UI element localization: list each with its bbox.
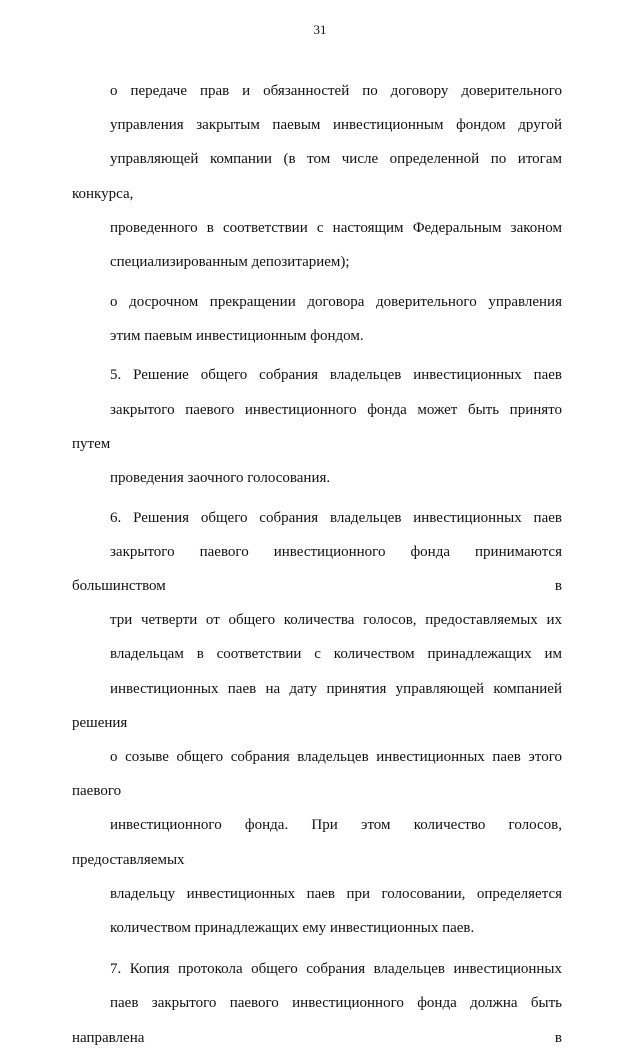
text-line: проведения заочного голосования. (110, 470, 331, 487)
text-line: инвестиционного фонда. При этом количество голосов, предоставляемых (72, 817, 562, 868)
text-line: проведенного в соответствии с настоящим Федеральным законом (110, 219, 562, 236)
paragraph-transfer-rights (72, 74, 562, 279)
text-line: управления закрытым паевым инвестиционным фондом другой (110, 117, 562, 134)
text-line: о досрочном прекращении договора доверительного управления (110, 293, 562, 310)
paragraph-item-5 (72, 358, 562, 495)
text-line: паев закрытого паевого инвестиционного фонда должна быть направлена в (72, 995, 562, 1046)
text-line: количеством принадлежащих ему инвестиционных паев. (110, 920, 475, 937)
text-line: владельцам в соответствии с количеством принадлежащих им (110, 646, 562, 663)
text-line: три четверти от общего количества голосов, предоставляемых их (110, 612, 562, 629)
text-line: инвестиционных паев на дату принятия управляющей компанией решения (72, 680, 562, 731)
paragraph-early-termination (72, 285, 562, 353)
text-line: специализированным депозитарием); (110, 254, 350, 271)
page-number: 31 (313, 22, 327, 37)
document-body (72, 74, 562, 1060)
paragraph-item-6 (72, 501, 562, 946)
text-line: владельцу инвестиционных паев при голосовании, определяется (110, 885, 562, 902)
paragraph-item-7 (72, 952, 562, 1055)
text-line: 5. Решение общего собрания владельцев инвестиционных паев (110, 367, 562, 384)
text-line: 7. Копия протокола общего собрания владельцев инвестиционных (110, 961, 562, 978)
text-line: 6. Решения общего собрания владельцев инвестиционных паев (110, 509, 562, 526)
text-line: закрытого паевого инвестиционного фонда может быть принято путем (72, 401, 562, 452)
text-line: закрытого паевого инвестиционного фонда принимаются большинством в (72, 543, 562, 595)
text-line: о созыве общего собрания владельцев инвестиционных паев этого паевого (72, 749, 562, 800)
text-line: этим паевым инвестиционным фондом. (110, 327, 364, 344)
text-line: управляющей компании (в том числе определенной по итогам конкурса, (72, 151, 562, 202)
text-line: о передаче прав и обязанностей по договору доверительного (110, 83, 562, 99)
